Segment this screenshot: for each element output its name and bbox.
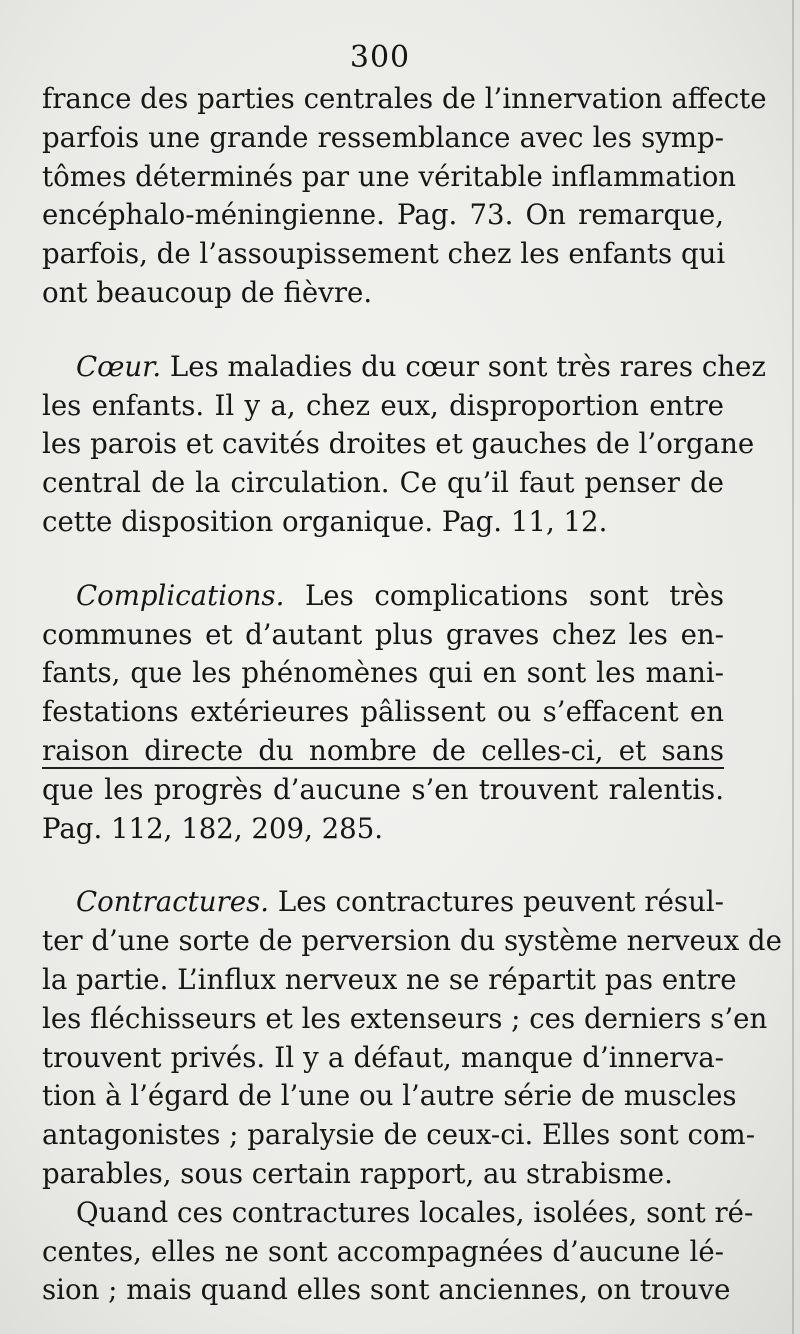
- text-line: la partie. L’influx nerveux ne se répartit pas entre: [42, 962, 737, 996]
- text-line: [42, 577, 724, 616]
- text-line: centes, elles ne sont accompagnées d’aucune lé-: [42, 1234, 724, 1268]
- paragraph-complications: [42, 577, 724, 849]
- page-text: [42, 80, 782, 1310]
- text-line: Quand ces contractures locales, isolées, sont ré-: [76, 1195, 754, 1229]
- text-line: sion ; mais quand elles sont anciennes, on trouve: [42, 1273, 731, 1307]
- paragraph-coeur: [42, 348, 766, 542]
- page-number: 300: [349, 40, 411, 75]
- text-line: raison directe du nombre de celles-ci, et sans: [42, 733, 724, 767]
- text-line-rest: Les complications sont très: [284, 578, 724, 612]
- text-line: trouvent privés. Il y a défaut, manque d’innerva-: [42, 1040, 724, 1074]
- text-line: cette disposition organique. Pag. 11, 12.: [42, 504, 608, 538]
- text-line: festations extérieures pâlissent ou s’effacent en: [42, 695, 724, 729]
- text-line: [42, 883, 724, 922]
- paragraph-contractures: [42, 883, 782, 1193]
- text-line-rest: Les contractures peuvent résul-: [269, 885, 724, 919]
- paragraph-innervation: [42, 80, 767, 313]
- horizontal-rule: [42, 767, 724, 769]
- text-line: fants, que les phénomènes qui en sont les mani-: [42, 656, 724, 690]
- section-heading-coeur: Cœur.: [76, 349, 162, 383]
- paragraph-quand: [42, 1194, 754, 1310]
- text-line: encéphalo-méningienne. Pag. 73. On remarque,: [42, 198, 724, 232]
- text-line: les fléchisseurs et les extenseurs ; ces derniers s’en: [42, 1001, 768, 1035]
- text-line: antagonistes ; paralysie de ceux-ci. Elles sont com-: [42, 1118, 756, 1152]
- text-line: central de la circulation. Ce qu’il faut penser de: [42, 466, 724, 500]
- text-line: communes et d’autant plus graves chez les en-: [42, 617, 724, 651]
- text-line: tion à l’égard de l’une ou l’autre série de muscles: [42, 1079, 737, 1113]
- text-line: Pag. 112, 182, 209, 285.: [42, 811, 384, 845]
- text-line: les enfants. Il y a, chez eux, disproportion entre: [42, 388, 724, 422]
- text-line: france des parties centrales de l’innervation affecte: [42, 82, 767, 115]
- text-line: parfois, de l’assoupissement chez les enfants qui: [42, 237, 726, 271]
- text-line: ter d’une sorte de perversion du système nerveux de: [42, 924, 782, 958]
- text-line: parfois une grande ressemblance avec les symp-: [42, 120, 724, 154]
- section-heading-complications: Complications.: [76, 578, 285, 612]
- text-line: que les progrès d’aucune s’en trouvent ralentis.: [42, 772, 724, 806]
- text-line: les parois et cavités droites et gauches de l’organe: [42, 427, 755, 461]
- text-line: [42, 348, 766, 387]
- text-line: parables, sous certain rapport, au strabisme.: [42, 1156, 673, 1190]
- text-line: ont beaucoup de fièvre.: [42, 275, 373, 309]
- section-heading-contractures: Contractures.: [76, 885, 269, 919]
- text-line: tômes déterminés par une véritable inflammation: [42, 159, 737, 193]
- text-line-rest: Les maladies du cœur sont très rares chez: [161, 349, 766, 383]
- page-edge-shadow: [792, 0, 794, 1334]
